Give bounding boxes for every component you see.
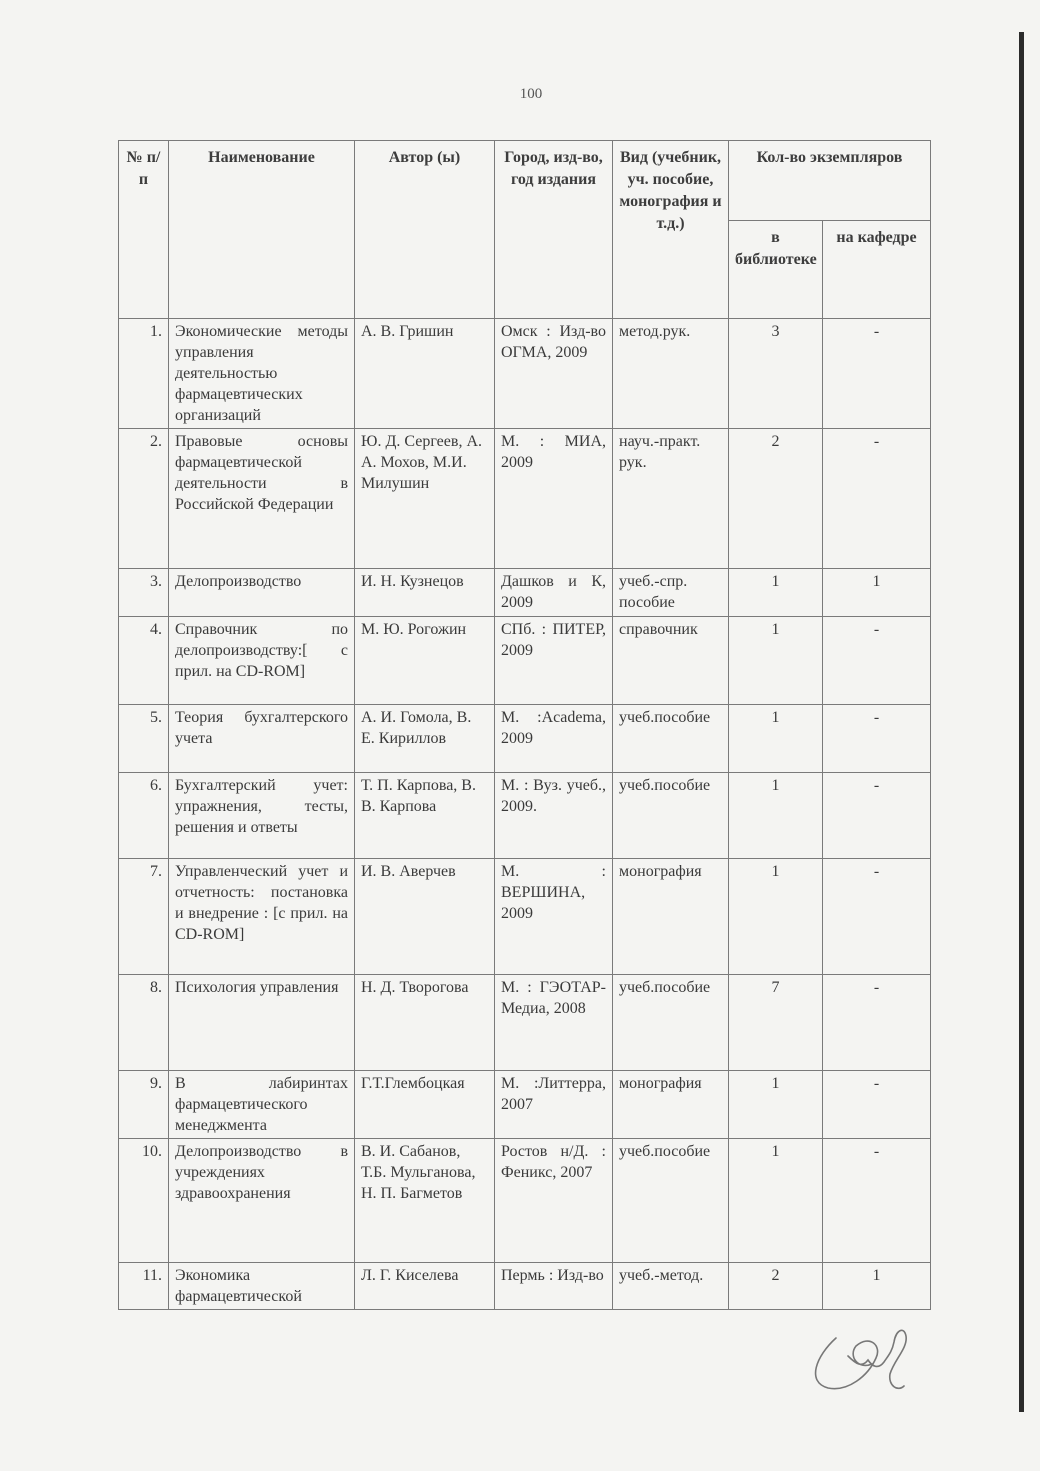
row-author: Л. Г. Киселева (355, 1263, 495, 1310)
row-library-count: 1 (729, 1139, 823, 1263)
table-row (119, 859, 931, 975)
row-publisher: М. : ВЕРШИНА, 2009 (495, 859, 613, 975)
header-department: на кафедре (823, 221, 931, 319)
row-library-count: 1 (729, 1071, 823, 1139)
row-number: 11. (119, 1263, 169, 1310)
row-title: Делопроизводство (169, 569, 355, 617)
row-department-count: - (823, 773, 931, 859)
header-num: № п/п (119, 141, 169, 319)
row-publisher: М. : МИА, 2009 (495, 429, 613, 569)
row-department-count: - (823, 975, 931, 1071)
row-kind: справочник (613, 617, 729, 705)
row-kind: учеб.пособие (613, 975, 729, 1071)
row-kind: монография (613, 1071, 729, 1139)
row-author: Н. Д. Творогова (355, 975, 495, 1071)
table-row (119, 569, 931, 617)
table-row (119, 1071, 931, 1139)
row-title: Бухгалтерский учет: упражнения, тесты, решения и ответы (169, 773, 355, 859)
header-title: Наименование (169, 141, 355, 319)
row-publisher: Ростов н/Д. : Феникс, 2007 (495, 1139, 613, 1263)
table-row (119, 773, 931, 859)
row-title: Делопроизводство в учреждениях здравоохранения (169, 1139, 355, 1263)
page-edge-bar (1019, 32, 1024, 1412)
row-title: Психология управления (169, 975, 355, 1071)
row-number: 6. (119, 773, 169, 859)
row-author: М. Ю. Рогожин (355, 617, 495, 705)
row-title: Справочник по делопроизводству:[ с прил. на CD-ROM] (169, 617, 355, 705)
row-library-count: 2 (729, 429, 823, 569)
page-number: 100 (519, 86, 543, 102)
row-author: В. И. Сабанов, Т.Б. Мульганова, Н. П. Багметов (355, 1139, 495, 1263)
row-department-count: 1 (823, 1263, 931, 1310)
row-library-count: 1 (729, 705, 823, 773)
row-department-count: 1 (823, 569, 931, 617)
row-department-count: - (823, 617, 931, 705)
row-title: Экономика фармацевтической (169, 1263, 355, 1310)
row-library-count: 3 (729, 319, 823, 429)
row-author: Т. П. Карпова, В. В. Карпова (355, 773, 495, 859)
header-kind: Вид (учебник, уч. пособие, монография и т.д.) (613, 141, 729, 319)
row-library-count: 1 (729, 617, 823, 705)
row-publisher: Омск : Изд-во ОГМА, 2009 (495, 319, 613, 429)
row-kind: учеб.пособие (613, 705, 729, 773)
row-number: 10. (119, 1139, 169, 1263)
row-publisher: Дашков и К, 2009 (495, 569, 613, 617)
row-publisher: М. : ГЭОТАР-Медиа, 2008 (495, 975, 613, 1071)
row-publisher: СПб. : ПИТЕР, 2009 (495, 617, 613, 705)
row-title: В лабиринтах фармацевтического менеджмента (169, 1071, 355, 1139)
row-kind: науч.-практ. рук. (613, 429, 729, 569)
row-number: 9. (119, 1071, 169, 1139)
row-department-count: - (823, 705, 931, 773)
row-kind: учеб.пособие (613, 1139, 729, 1263)
row-author: И. Н. Кузнецов (355, 569, 495, 617)
row-author: А. В. Гришин (355, 319, 495, 429)
row-publisher: М. :Литтерра, 2007 (495, 1071, 613, 1139)
signature (798, 1316, 918, 1406)
row-title: Управленческий учет и отчетность: постановка и внедрение : [с прил. на CD-ROM] (169, 859, 355, 975)
row-publisher: Пермь : Изд-во (495, 1263, 613, 1310)
row-publisher: М. :Academa, 2009 (495, 705, 613, 773)
row-number: 5. (119, 705, 169, 773)
row-number: 2. (119, 429, 169, 569)
row-library-count: 1 (729, 773, 823, 859)
literature-table (118, 140, 931, 1310)
row-title: Теория бухгалтерского учета (169, 705, 355, 773)
row-library-count: 2 (729, 1263, 823, 1310)
row-author: Г.Т.Глембоцкая (355, 1071, 495, 1139)
table-row (119, 1263, 931, 1310)
row-kind: учеб.-спр. пособие (613, 569, 729, 617)
row-title: Экономические методы управления деятельностью фармацевтических организаций (169, 319, 355, 429)
row-publisher: М. : Вуз. учеб., 2009. (495, 773, 613, 859)
row-title: Правовые основы фармацевтической деятельности в Российской Федерации (169, 429, 355, 569)
row-library-count: 7 (729, 975, 823, 1071)
table-row (119, 429, 931, 569)
header-copies: Кол-во экземпляров (729, 141, 931, 221)
row-kind: учеб.пособие (613, 773, 729, 859)
row-number: 4. (119, 617, 169, 705)
table-row (119, 1139, 931, 1263)
table-row (119, 975, 931, 1071)
row-number: 1. (119, 319, 169, 429)
table-row (119, 705, 931, 773)
row-number: 3. (119, 569, 169, 617)
row-author: А. И. Гомола, В. Е. Кириллов (355, 705, 495, 773)
row-kind: метод.рук. (613, 319, 729, 429)
header-author: Автор (ы) (355, 141, 495, 319)
row-department-count: - (823, 429, 931, 569)
row-author: И. В. Аверчев (355, 859, 495, 975)
table-row (119, 617, 931, 705)
row-kind: учеб.-метод. (613, 1263, 729, 1310)
header-publisher: Город, изд-во, год издания (495, 141, 613, 319)
table-row (119, 319, 931, 429)
row-department-count: - (823, 859, 931, 975)
row-number: 8. (119, 975, 169, 1071)
row-library-count: 1 (729, 569, 823, 617)
row-department-count: - (823, 1139, 931, 1263)
header-library: в библиотеке (729, 221, 823, 319)
row-library-count: 1 (729, 859, 823, 975)
row-number: 7. (119, 859, 169, 975)
row-department-count: - (823, 1071, 931, 1139)
row-author: Ю. Д. Сергеев, А. А. Мохов, М.И. Милушин (355, 429, 495, 569)
row-kind: монография (613, 859, 729, 975)
row-department-count: - (823, 319, 931, 429)
